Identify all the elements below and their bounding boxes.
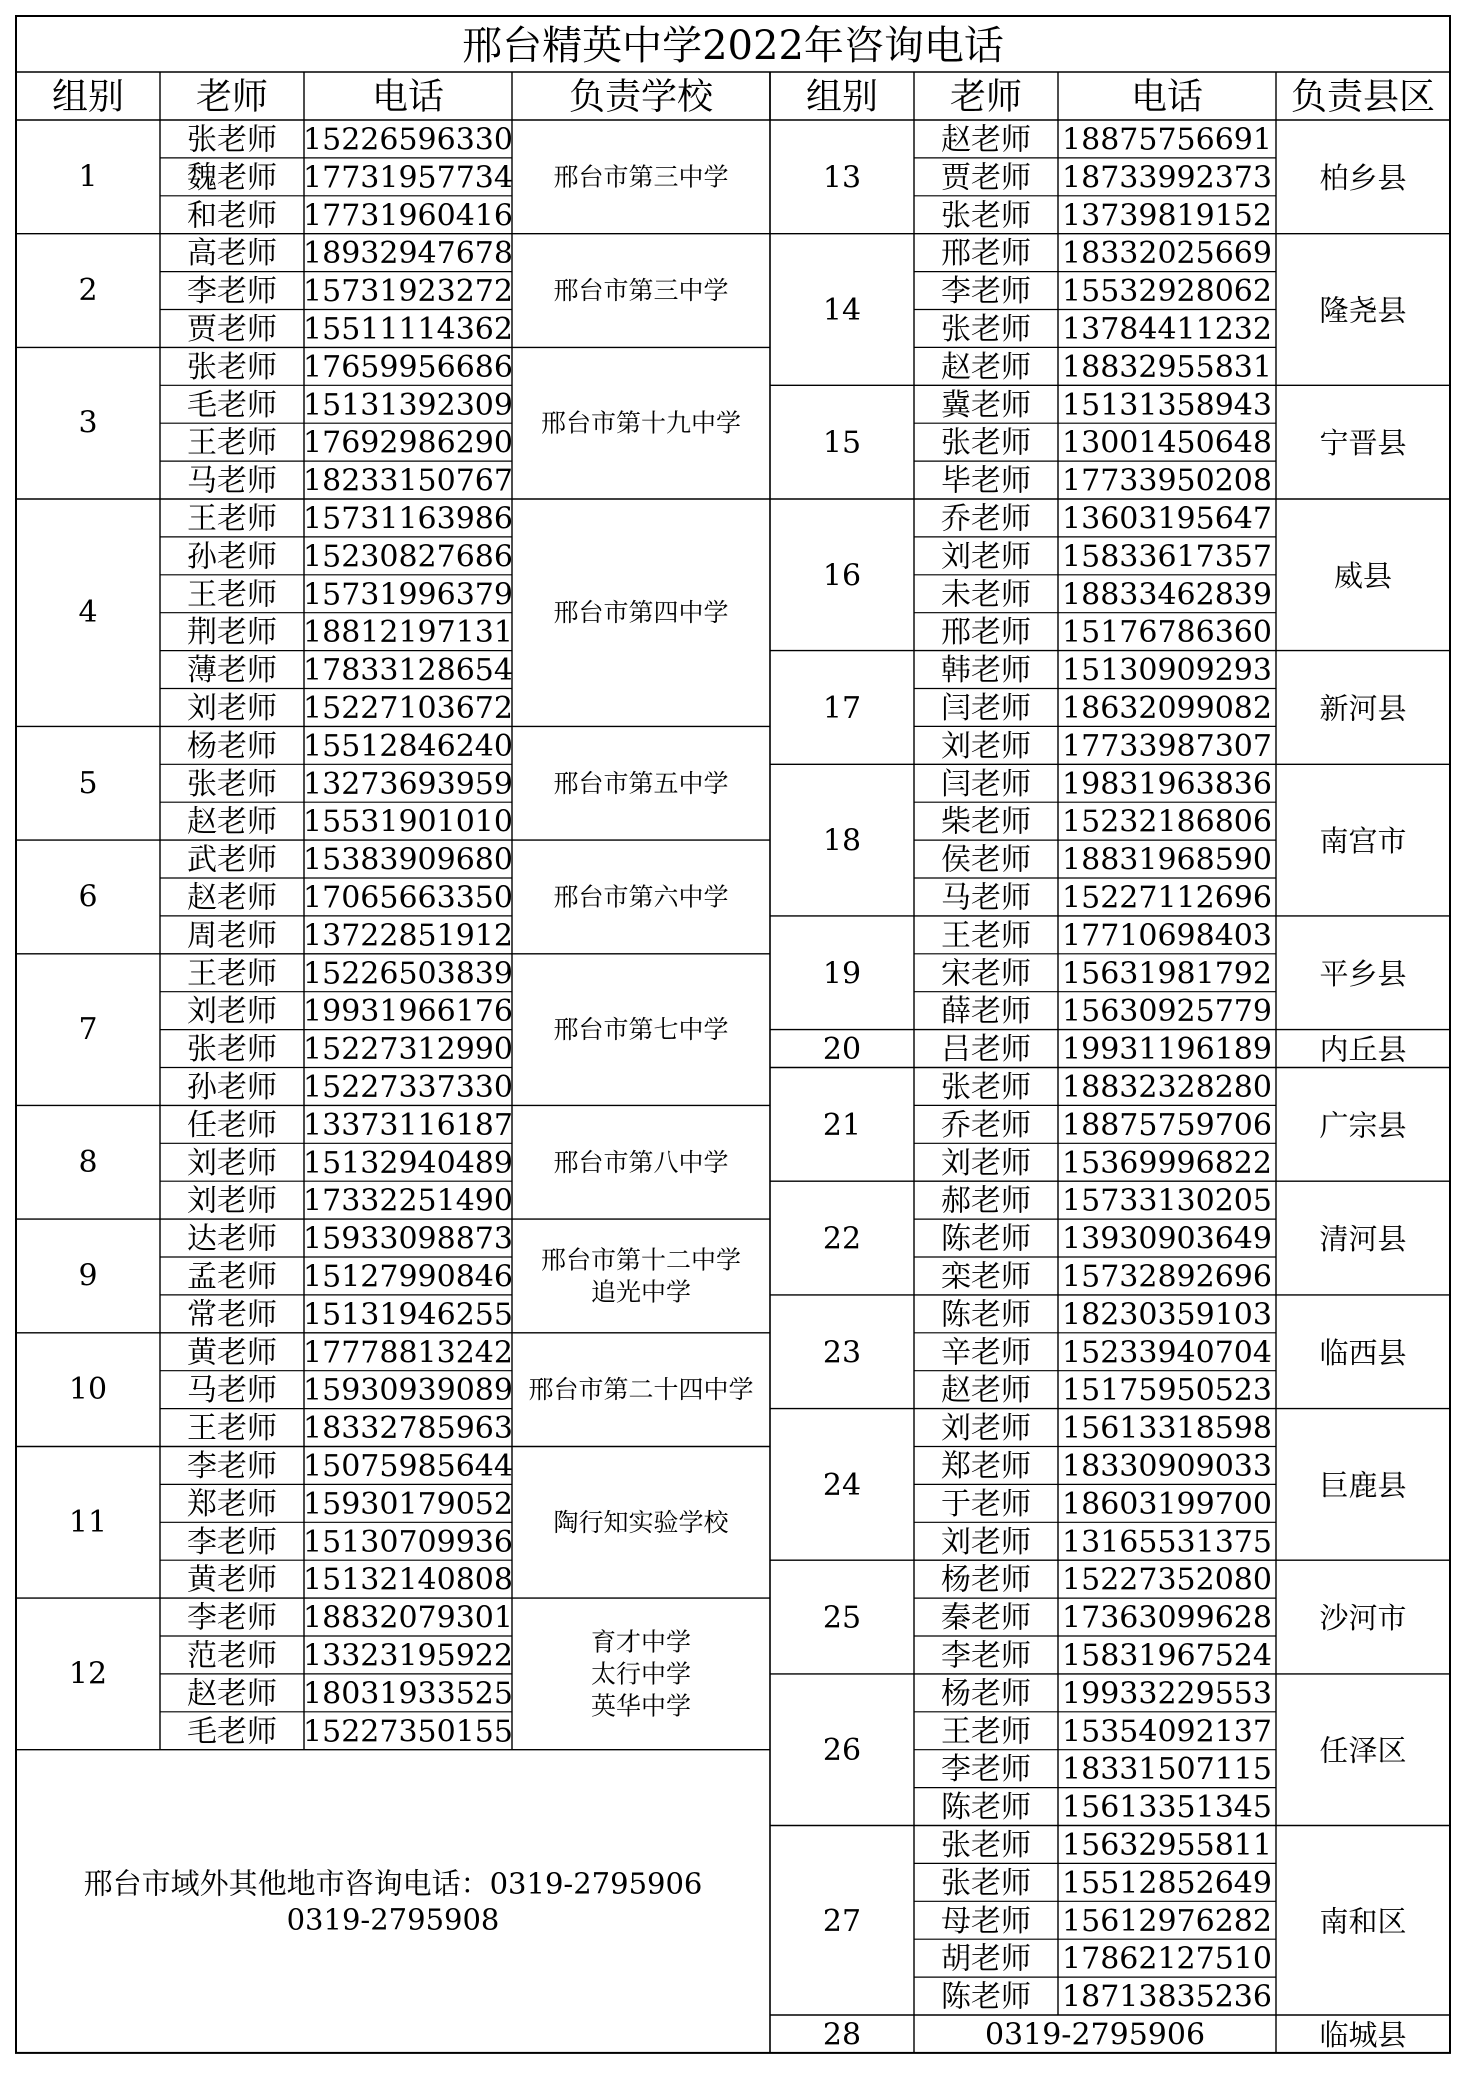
- teacher-name: 郝老师: [941, 1183, 1031, 1219]
- group-number: 13: [822, 160, 862, 196]
- teacher-name: 刘老师: [187, 994, 277, 1030]
- teacher-name: 赵老师: [187, 1676, 277, 1712]
- teacher-name: 宋老师: [941, 956, 1031, 992]
- teacher-phone: 13273693959: [303, 766, 513, 802]
- teacher-name: 母老师: [941, 1903, 1031, 1939]
- teacher-phone: 15175950523: [1062, 1373, 1272, 1409]
- teacher-phone: 15613351345: [1062, 1790, 1272, 1826]
- school-name: 邢台市第八中学: [553, 1147, 729, 1177]
- school-name: 邢台市第十二中学: [540, 1245, 742, 1275]
- group-number: 14: [822, 293, 862, 328]
- group-number: 28: [822, 2017, 862, 2053]
- teacher-phone: 18331507115: [1062, 1752, 1272, 1788]
- column-header: 老师: [195, 76, 269, 118]
- county-name: 临城县: [1319, 2017, 1407, 2052]
- teacher-phone: 15227352080: [1062, 1562, 1272, 1598]
- teacher-name: 未老师: [941, 577, 1031, 613]
- teacher-phone: 17659956686: [303, 349, 513, 385]
- teacher-phone: 15131946255: [303, 1297, 513, 1333]
- teacher-phone: 15369996822: [1062, 1145, 1272, 1181]
- teacher-name: 孟老师: [187, 1259, 277, 1295]
- school-name: 追光中学: [590, 1277, 692, 1307]
- teacher-name: 高老师: [187, 236, 277, 272]
- teacher-phone: 15226503839: [303, 956, 513, 992]
- teacher-phone: 15512852649: [1062, 1865, 1272, 1901]
- school-name: 育才中学: [590, 1627, 692, 1657]
- teacher-phone: 13739819152: [1062, 198, 1272, 234]
- column-header: 电话: [371, 76, 445, 118]
- teacher-name: 胡老师: [941, 1941, 1031, 1977]
- teacher-name: 张老师: [941, 1069, 1031, 1105]
- teacher-name: 马老师: [187, 463, 277, 499]
- teacher-name: 陈老师: [941, 1221, 1031, 1257]
- teacher-phone: 18233150767: [303, 463, 513, 499]
- teacher-phone: 18833462839: [1062, 577, 1272, 613]
- group-number: 4: [78, 595, 98, 631]
- teacher-name: 马老师: [187, 1373, 277, 1409]
- teacher-name: 毛老师: [187, 387, 277, 423]
- teacher-phone: 13373116187: [303, 1107, 513, 1143]
- school-name: 邢台市第六中学: [553, 882, 729, 912]
- teacher-name: 刘老师: [941, 1145, 1031, 1181]
- teacher-phone: 15130709936: [303, 1524, 513, 1560]
- other-cities-phone-2: 0319-2795908: [286, 1902, 500, 1937]
- teacher-phone: 15227337330: [303, 1069, 513, 1105]
- teacher-phone: 18932947678: [303, 236, 513, 272]
- group-number: 17: [822, 690, 862, 726]
- teacher-name: 吕老师: [941, 1032, 1031, 1068]
- teacher-phone: 17733987307: [1062, 728, 1272, 764]
- teacher-phone: 17733950208: [1062, 463, 1272, 499]
- county-name: 内丘县: [1319, 1032, 1407, 1067]
- teacher-phone: 17363099628: [1062, 1600, 1272, 1636]
- column-header: 组别: [51, 76, 125, 118]
- teacher-name: 刘老师: [941, 539, 1031, 575]
- teacher-name: 李老师: [187, 1600, 277, 1636]
- teacher-phone: 15132940489: [303, 1145, 513, 1181]
- teacher-name: 乔老师: [941, 501, 1031, 537]
- school-name: 邢台市第二十四中学: [528, 1375, 754, 1405]
- teacher-name: 武老师: [187, 842, 277, 878]
- teacher-phone: 19931196189: [1062, 1032, 1272, 1068]
- column-header: 电话: [1130, 76, 1204, 118]
- teacher-phone: 18733992373: [1062, 160, 1272, 196]
- teacher-phone: 18332025669: [1062, 236, 1272, 272]
- teacher-phone: 15130909293: [1062, 653, 1272, 689]
- teacher-name: 贾老师: [187, 311, 277, 347]
- teacher-phone: 15933098873: [303, 1221, 513, 1257]
- teacher-name: 张老师: [941, 1827, 1031, 1863]
- teacher-phone: 15176786360: [1062, 615, 1272, 651]
- teacher-name: 王老师: [941, 918, 1031, 954]
- teacher-phone: 15831967524: [1062, 1638, 1272, 1674]
- teacher-phone: 17778813242: [303, 1335, 513, 1371]
- teacher-phone: 15354092137: [1062, 1714, 1272, 1750]
- group-number: 21: [822, 1107, 862, 1143]
- teacher-phone: 15612976282: [1062, 1903, 1272, 1939]
- teacher-phone: 15227312990: [303, 1032, 513, 1068]
- teacher-name: 荆老师: [187, 615, 277, 651]
- teacher-phone: 13722851912: [303, 918, 513, 954]
- school-name: 邢台市第三中学: [553, 162, 729, 192]
- teacher-phone: 19933229553: [1062, 1676, 1272, 1712]
- teacher-phone: 15131392309: [303, 387, 513, 423]
- teacher-name: 侯老师: [941, 842, 1031, 878]
- group-number: 5: [78, 765, 98, 801]
- school-name: 陶行知实验学校: [553, 1507, 729, 1537]
- teacher-name: 郑老师: [187, 1486, 277, 1522]
- teacher-phone: 15075985644: [303, 1448, 513, 1484]
- teacher-name: 李老师: [187, 274, 277, 310]
- teacher-phone: 15512846240: [303, 728, 513, 764]
- school-name: 邢台市第五中学: [553, 768, 729, 798]
- group-number: 2: [78, 273, 98, 309]
- teacher-name: 薄老师: [187, 653, 277, 689]
- county-name: 任泽区: [1319, 1733, 1407, 1768]
- teacher-name: 张老师: [187, 766, 277, 802]
- teacher-name: 于老师: [941, 1486, 1031, 1522]
- group-number: 11: [68, 1504, 108, 1540]
- teacher-phone: 18875756691: [1062, 122, 1272, 158]
- teacher-name: 张老师: [187, 1032, 277, 1068]
- teacher-phone: 13603195647: [1062, 501, 1272, 537]
- county-name: 宁晋县: [1319, 426, 1407, 461]
- group-number: 16: [822, 558, 862, 594]
- teacher-phone: 18332785963: [303, 1411, 513, 1447]
- teacher-name: 王老师: [187, 425, 277, 461]
- teacher-name: 张老师: [941, 198, 1031, 234]
- teacher-phone: 17731960416: [303, 198, 513, 234]
- column-header: 负责学校: [568, 76, 714, 118]
- teacher-name: 秦老师: [941, 1600, 1031, 1636]
- teacher-phone: 18832079301: [303, 1600, 513, 1636]
- teacher-name: 毕老师: [941, 463, 1031, 499]
- teacher-phone: 15732892696: [1062, 1259, 1272, 1295]
- teacher-phone: 18832328280: [1062, 1069, 1272, 1105]
- teacher-name: 陈老师: [941, 1790, 1031, 1826]
- teacher-name: 乔老师: [941, 1107, 1031, 1143]
- teacher-phone: 18832955831: [1062, 349, 1272, 385]
- teacher-phone: 17833128654: [303, 653, 513, 689]
- teacher-phone: 18632099082: [1062, 690, 1272, 726]
- group-number: 26: [822, 1733, 862, 1769]
- teacher-phone: 17332251490: [303, 1183, 513, 1219]
- teacher-name: 闫老师: [941, 690, 1031, 726]
- teacher-name: 韩老师: [941, 653, 1031, 689]
- teacher-phone: 17692986290: [303, 425, 513, 461]
- teacher-name: 张老师: [941, 1865, 1031, 1901]
- county-name: 临西县: [1319, 1335, 1407, 1370]
- teacher-name: 张老师: [187, 122, 277, 158]
- teacher-name: 范老师: [187, 1638, 277, 1674]
- teacher-name: 刘老师: [187, 690, 277, 726]
- teacher-name: 邢老师: [941, 615, 1031, 651]
- group-number: 12: [68, 1656, 108, 1692]
- teacher-name: 闫老师: [941, 766, 1031, 802]
- teacher-name: 赵老师: [187, 880, 277, 916]
- school-name: 邢台市第三中学: [553, 276, 729, 306]
- group-number: 24: [822, 1467, 862, 1503]
- teacher-phone: 15731923272: [303, 274, 513, 310]
- teacher-name: 栾老师: [941, 1259, 1031, 1295]
- county-name: 巨鹿县: [1319, 1468, 1407, 1503]
- teacher-name: 郑老师: [941, 1448, 1031, 1484]
- county-name: 沙河市: [1319, 1601, 1407, 1636]
- group-phone: 0319-2795906: [984, 2017, 1206, 2053]
- teacher-name: 赵老师: [941, 122, 1031, 158]
- teacher-phone: 17862127510: [1062, 1941, 1272, 1977]
- school-name: 太行中学: [590, 1659, 692, 1689]
- teacher-phone: 18831968590: [1062, 842, 1272, 878]
- group-number: 3: [78, 405, 98, 441]
- teacher-name: 薛老师: [941, 994, 1031, 1030]
- school-name: 邢台市第四中学: [553, 598, 729, 628]
- teacher-name: 杨老师: [941, 1562, 1031, 1598]
- teacher-name: 冀老师: [941, 387, 1031, 423]
- teacher-name: 黄老师: [187, 1562, 277, 1598]
- teacher-phone: 15630925779: [1062, 994, 1272, 1030]
- teacher-phone: 15733130205: [1062, 1183, 1272, 1219]
- teacher-phone: 15833617357: [1062, 539, 1272, 575]
- teacher-phone: 15227103672: [303, 690, 513, 726]
- teacher-name: 魏老师: [187, 160, 277, 196]
- teacher-name: 邢老师: [941, 236, 1031, 272]
- teacher-phone: 15383909680: [303, 842, 513, 878]
- column-header: 组别: [805, 76, 879, 118]
- teacher-name: 张老师: [187, 349, 277, 385]
- group-number: 10: [68, 1372, 108, 1408]
- county-name: 清河县: [1319, 1222, 1407, 1257]
- teacher-name: 张老师: [941, 311, 1031, 347]
- teacher-name: 柴老师: [941, 804, 1031, 840]
- teacher-phone: 19831963836: [1062, 766, 1272, 802]
- teacher-name: 辛老师: [941, 1335, 1031, 1371]
- teacher-phone: 15227112696: [1062, 880, 1272, 916]
- teacher-name: 陈老师: [941, 1297, 1031, 1333]
- teacher-name: 达老师: [187, 1221, 277, 1257]
- group-number: 1: [78, 159, 98, 195]
- county-name: 南宫市: [1319, 824, 1407, 859]
- group-number: 6: [78, 879, 98, 915]
- teacher-phone: 13323195922: [303, 1638, 513, 1674]
- school-name: 英华中学: [590, 1691, 692, 1721]
- county-name: 新河县: [1319, 691, 1407, 726]
- teacher-name: 王老师: [941, 1714, 1031, 1750]
- group-number: 15: [822, 425, 862, 461]
- teacher-name: 刘老师: [187, 1183, 277, 1219]
- teacher-name: 王老师: [187, 501, 277, 537]
- teacher-phone: 15127990846: [303, 1259, 513, 1295]
- teacher-phone: 15132140808: [303, 1562, 513, 1598]
- county-name: 平乡县: [1319, 956, 1407, 991]
- teacher-phone: 15511114362: [303, 311, 513, 347]
- teacher-name: 刘老师: [187, 1145, 277, 1181]
- teacher-name: 陈老师: [941, 1979, 1031, 2015]
- teacher-name: 李老师: [941, 1752, 1031, 1788]
- teacher-phone: 15230827686: [303, 539, 513, 575]
- teacher-name: 马老师: [941, 880, 1031, 916]
- teacher-phone: 18031933525: [303, 1676, 513, 1712]
- column-header: 老师: [949, 76, 1023, 118]
- teacher-phone: 15232186806: [1062, 804, 1272, 840]
- group-number: 20: [822, 1032, 862, 1068]
- group-number: 18: [822, 823, 862, 859]
- group-number: 19: [822, 956, 862, 992]
- group-number: 9: [78, 1258, 98, 1294]
- group-number: 27: [822, 1903, 862, 1939]
- teacher-name: 孙老师: [187, 539, 277, 575]
- teacher-name: 常老师: [187, 1297, 277, 1333]
- teacher-name: 王老师: [187, 1411, 277, 1447]
- teacher-name: 周老师: [187, 918, 277, 954]
- teacher-phone: 15226596330: [303, 122, 513, 158]
- teacher-name: 贾老师: [941, 160, 1031, 196]
- county-name: 南和区: [1319, 1904, 1407, 1939]
- teacher-phone: 15930939089: [303, 1373, 513, 1409]
- teacher-phone: 15131358943: [1062, 387, 1272, 423]
- teacher-name: 黄老师: [187, 1335, 277, 1371]
- teacher-name: 杨老师: [941, 1676, 1031, 1712]
- teacher-name: 赵老师: [941, 349, 1031, 385]
- column-header: 负责县区: [1290, 76, 1436, 118]
- teacher-phone: 18812197131: [303, 615, 513, 651]
- teacher-name: 和老师: [187, 198, 277, 234]
- teacher-phone: 15233940704: [1062, 1335, 1272, 1371]
- teacher-phone: 18875759706: [1062, 1107, 1272, 1143]
- teacher-phone: 15532928062: [1062, 274, 1272, 310]
- teacher-phone: 13930903649: [1062, 1221, 1272, 1257]
- teacher-name: 李老师: [941, 1638, 1031, 1674]
- teacher-phone: 18230359103: [1062, 1297, 1272, 1333]
- school-name: 邢台市第十九中学: [540, 408, 742, 438]
- teacher-phone: 15227350155: [303, 1714, 513, 1750]
- teacher-phone: 13784411232: [1062, 311, 1272, 347]
- teacher-phone: 18330909033: [1062, 1448, 1272, 1484]
- teacher-phone: 15631981792: [1062, 956, 1272, 992]
- teacher-phone: 19931966176: [303, 994, 513, 1030]
- teacher-name: 孙老师: [187, 1069, 277, 1105]
- teacher-phone: 15930179052: [303, 1486, 513, 1522]
- teacher-name: 赵老师: [187, 804, 277, 840]
- teacher-phone: 17065663350: [303, 880, 513, 916]
- teacher-phone: 15613318598: [1062, 1411, 1272, 1447]
- teacher-name: 杨老师: [187, 728, 277, 764]
- teacher-name: 赵老师: [941, 1373, 1031, 1409]
- teacher-phone: 13001450648: [1062, 425, 1272, 461]
- county-name: 广宗县: [1319, 1108, 1407, 1143]
- county-name: 威县: [1333, 558, 1393, 593]
- teacher-name: 刘老师: [941, 728, 1031, 764]
- teacher-name: 毛老师: [187, 1714, 277, 1750]
- teacher-phone: 15632955811: [1062, 1827, 1272, 1863]
- other-cities-phone-label: 邢台市域外其他地市咨询电话：0319-2795906: [83, 1866, 703, 1901]
- teacher-phone: 15731163986: [303, 501, 513, 537]
- teacher-name: 刘老师: [941, 1524, 1031, 1560]
- group-number: 23: [822, 1335, 862, 1371]
- teacher-name: 李老师: [187, 1448, 277, 1484]
- school-name: 邢台市第七中学: [553, 1015, 729, 1045]
- teacher-phone: 18713835236: [1062, 1979, 1272, 2015]
- teacher-phone: 18603199700: [1062, 1486, 1272, 1522]
- county-name: 隆尧县: [1319, 293, 1407, 328]
- teacher-name: 李老师: [187, 1524, 277, 1560]
- group-number: 25: [822, 1600, 862, 1636]
- group-number: 22: [822, 1221, 862, 1257]
- teacher-phone: 17710698403: [1062, 918, 1272, 954]
- teacher-phone: 17731957734: [303, 160, 513, 196]
- teacher-phone: 13165531375: [1062, 1524, 1272, 1560]
- teacher-name: 王老师: [187, 956, 277, 992]
- teacher-name: 刘老师: [941, 1411, 1031, 1447]
- group-number: 8: [78, 1144, 98, 1180]
- teacher-name: 任老师: [187, 1107, 277, 1143]
- teacher-name: 张老师: [941, 425, 1031, 461]
- teacher-name: 李老师: [941, 274, 1031, 310]
- page-title: 邢台精英中学2022年咨询电话: [462, 23, 1004, 69]
- group-number: 7: [78, 1012, 98, 1048]
- teacher-phone: 15531901010: [303, 804, 513, 840]
- county-name: 柏乡县: [1319, 160, 1407, 195]
- teacher-name: 王老师: [187, 577, 277, 613]
- teacher-phone: 15731996379: [303, 577, 513, 613]
